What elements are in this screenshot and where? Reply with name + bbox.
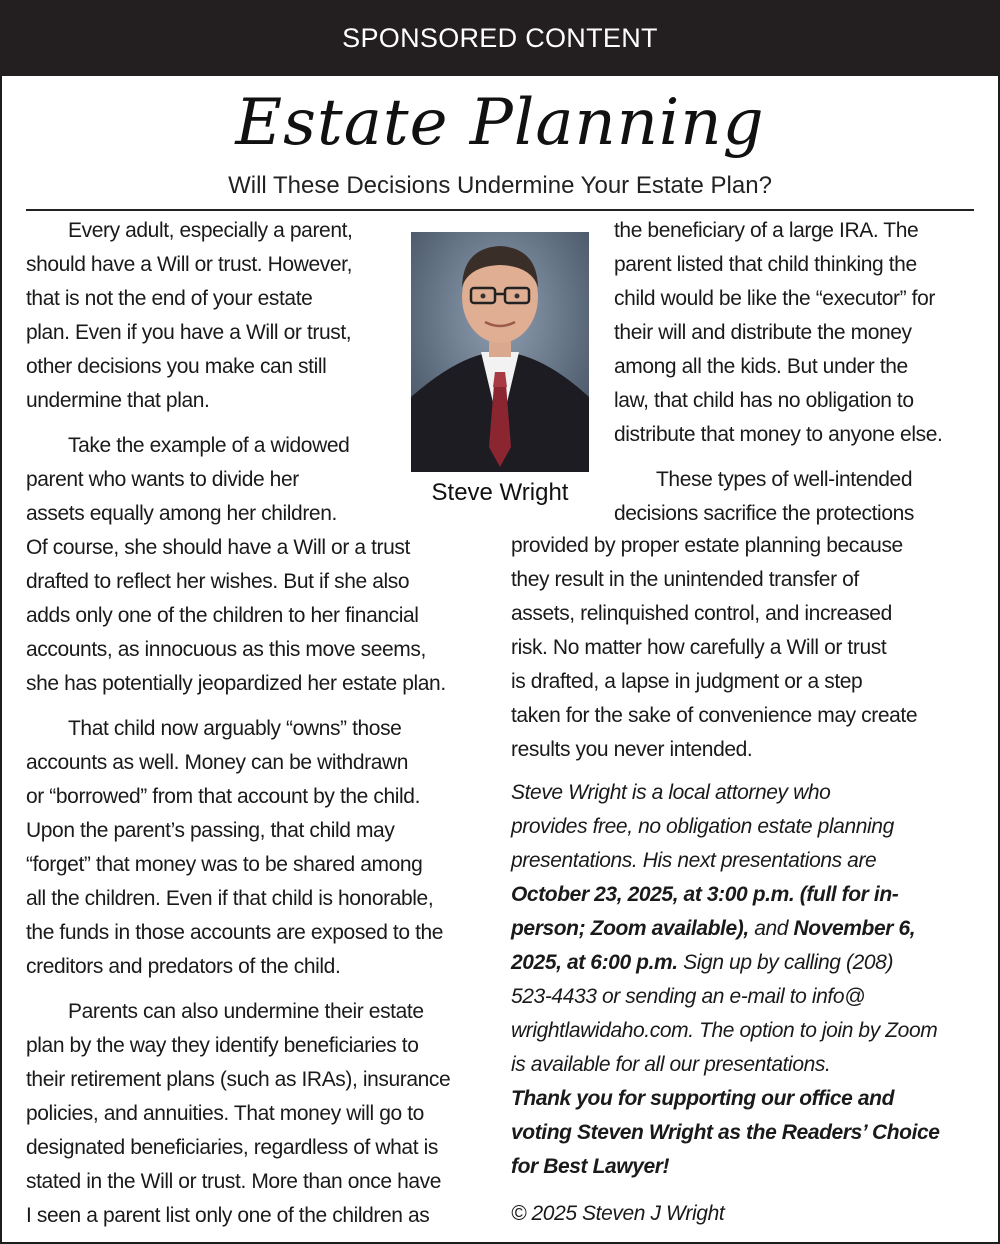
- presentation-date-2: November 6,: [793, 917, 916, 940]
- article-column-right-top: [614, 214, 942, 531]
- thanks-line: voting Steven Wright as the Readers’ Choice: [511, 1121, 940, 1144]
- text-line: their will and distribute the money: [614, 321, 912, 344]
- text-line: “forget” that money was to be shared among: [26, 853, 423, 876]
- text-line: taken for the sake of convenience may create: [511, 704, 918, 727]
- presentation-date-2-cont: 2025, at 6:00 p.m.: [511, 951, 678, 974]
- sponsored-banner: SPONSORED CONTENT: [0, 0, 1000, 76]
- text-line: among all the kids. But under the: [614, 355, 908, 378]
- text-line: or “borrowed” from that account by the child.: [26, 785, 421, 808]
- text-line: risk. No matter how carefully a Will or trust: [511, 636, 887, 659]
- text-line: provided by proper estate planning because: [511, 534, 903, 557]
- text-line: Parents can also undermine their estate: [68, 1000, 424, 1023]
- text-line: assets, relinquished control, and increased: [511, 602, 892, 625]
- author-photo: [411, 232, 589, 472]
- text-line: Steve Wright is a local attorney who: [511, 781, 831, 804]
- signup-email-text: 523-4433 or sending an e-mail to info@: [511, 985, 866, 1008]
- text-line: Every adult, especially a parent,: [68, 219, 353, 242]
- text-line: stated in the Will or trust. More than once have: [26, 1170, 442, 1193]
- text-line: results you never intended.: [511, 738, 753, 761]
- text-line: law, that child has no obligation to: [614, 389, 914, 412]
- title-divider: [26, 209, 974, 211]
- portrait-image: [411, 232, 589, 472]
- thanks-line: for Best Lawyer!: [511, 1155, 670, 1178]
- text-line: is drafted, a lapse in judgment or a step: [511, 670, 863, 693]
- text-line: parent listed that child thinking the: [614, 253, 917, 276]
- photo-caption: Steve Wright: [431, 479, 569, 506]
- page-subtitle: Will These Decisions Undermine Your Estate Plan?: [228, 172, 772, 199]
- text-line: accounts, as innocuous as this move seems,: [26, 638, 426, 661]
- text-line: designated beneficiaries, regardless of what is: [26, 1136, 438, 1159]
- text-line: creditors and predators of the child.: [26, 955, 341, 978]
- text-line: drafted to reflect her wishes. But if she also: [26, 570, 410, 593]
- author-bio: [511, 776, 940, 1231]
- text-line: accounts as well. Money can be withdrawn: [26, 751, 409, 774]
- text-line: plan. Even if you have a Will or trust,: [26, 321, 352, 344]
- text-connector: and: [748, 917, 794, 940]
- article-column-right: [511, 529, 917, 767]
- zoom-note: wrightlawidaho.com. The option to join by Zoom: [511, 1019, 938, 1042]
- text-line: adds only one of the children to her financial: [26, 604, 419, 627]
- text-line: provides free, no obligation estate planning: [511, 815, 894, 838]
- text-line: I seen a parent list only one of the children as: [26, 1204, 430, 1227]
- text-line: the funds in those accounts are exposed to the: [26, 921, 444, 944]
- text-line: is available for all our presentations.: [511, 1053, 831, 1076]
- text-line: Take the example of a widowed: [68, 434, 350, 457]
- text-line: child would be like the “executor” for: [614, 287, 935, 310]
- text-line: Upon the parent’s passing, that child may: [26, 819, 395, 842]
- text-line: undermine that plan.: [26, 389, 210, 412]
- text-line: their retirement plans (such as IRAs), insurance: [26, 1068, 451, 1091]
- text-line: distribute that money to anyone else.: [614, 423, 943, 446]
- text-line: plan by the way they identify beneficiaries to: [26, 1034, 419, 1057]
- signup-phone-text: Sign up by calling (208): [677, 951, 894, 974]
- article-column-left: [26, 214, 450, 1233]
- text-line: the beneficiary of a large IRA. The: [614, 219, 919, 242]
- presentation-date-1: October 23, 2025, at 3:00 p.m. (full for in-: [511, 883, 899, 906]
- text-line: These types of well-intended: [656, 468, 913, 491]
- text-line: policies, and annuities. That money will go to: [26, 1102, 424, 1125]
- presentation-note: person; Zoom available),: [511, 917, 749, 940]
- text-line: Of course, she should have a Will or a trust: [26, 536, 410, 559]
- text-line: other decisions you make can still: [26, 355, 327, 378]
- text-line: presentations. His next presentations are: [511, 849, 877, 872]
- text-line: assets equally among her children.: [26, 502, 337, 525]
- text-line: parent who wants to divide her: [26, 468, 299, 491]
- thanks-line: Thank you for supporting our office and: [511, 1087, 895, 1110]
- copyright: © 2025 Steven J Wright: [511, 1202, 725, 1225]
- text-line: should have a Will or trust. However,: [26, 253, 353, 276]
- text-line: they result in the unintended transfer of: [511, 568, 859, 591]
- text-line: decisions sacrifice the protections: [614, 502, 914, 525]
- page-title: Estate Planning: [235, 86, 765, 160]
- text-line: all the children. Even if that child is honorable,: [26, 887, 434, 910]
- text-line: she has potentially jeopardized her estate plan.: [26, 672, 446, 695]
- text-line: that is not the end of your estate: [26, 287, 313, 310]
- text-line: That child now arguably “owns” those: [68, 717, 402, 740]
